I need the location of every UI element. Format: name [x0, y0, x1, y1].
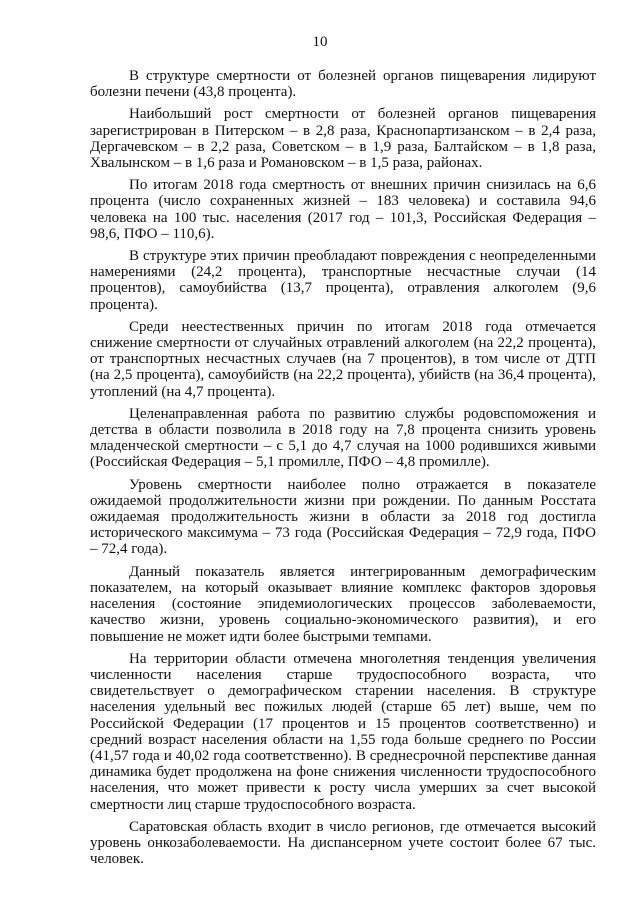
paragraph: Данный показатель является интегрированным демографическим показателем, на который оказывает влияние комплекс факторов здоровья населения (состояние эпидемиологических процессов заболеваемости, качество жизни, уровень социально-экономического развития), и его повышение не может идти более быстрыми темпами. [90, 563, 596, 645]
page-number: 10 [312, 34, 328, 50]
body-text [90, 68, 596, 873]
paragraph: В структуре этих причин преобладают повреждения с неопределенными намерениями (24,2 процента), транспортные несчастные случаи (14 процентов), самоубийства (13,7 процента), отравления алкоголем (9,6 процента). [90, 248, 596, 313]
paragraph: По итогам 2018 года смертность от внешних причин снизилась на 6,6 процента (число сохраненных жизней – 183 человека) и составила 94,6 человека на 100 тыс. населения (2017 год – 101,3, Российская Федерация – 98,6, ПФО – 110,6). [90, 177, 596, 242]
paragraph: На территории области отмечена многолетняя тенденция увеличения численности населения старше трудоспособного возраста, что свидетельствует о демографическом старении населения. В структуре населения удельный вес пожилых людей (старше 65 лет) выше, чем по Российской Федерации (17 процентов и 15 процентов соответственно) и средний возраст населения области на 1,55 года больше среднего по России (41,57 года и 40,02 года соответственно). В среднесрочной перспективе данная динамика будет продолжена на фоне снижения численности трудоспособного населения, что может привести к росту числа умерших за счет высокой смертности лиц старше трудоспособного возраста. [90, 650, 596, 813]
paragraph: Уровень смертности наиболее полно отражается в показателе ожидаемой продолжительности жизни при рождении. По данным Росстата ожидаемая продолжительность жизни в области за 2018 год достигла исторического максимума – 73 года (Российская Федерация – 72,9 года, ПФО – 72,4 года). [90, 476, 596, 558]
paragraph: В структуре смертности от болезней органов пищеварения лидируют болезни печени (43,8 процента). [90, 68, 596, 101]
paragraph: Целенаправленная работа по развитию службы родовспоможения и детства в области позволила в 2018 году на 7,8 процента снизить уровень младенческой смертности – с 5,1 до 4,7 случая на 1000 родившихся живыми (Российская Федерация – 5,1 промилле, ПФО – 4,8 промилле). [90, 405, 596, 471]
paragraph: Среди неестественных причин по итогам 2018 года отмечается снижение смертности от случайных отравлений алкоголем (на 22,2 процента), от транспортных несчастных случаев (на 7 процентов), в том числе от ДТП (на 2,5 процента), самоубийств (на 22,2 процента), убийств (на 36,4 процента), утоплений (на 4,7 процента). [90, 318, 596, 400]
paragraph: Саратовская область входит в число регионов, где отмечается высокий уровень онкозаболеваемости. На диспансерном учете состоит более 67 тыс. человек. [90, 818, 596, 868]
paragraph: Наибольший рост смертности от болезней органов пищеварения зарегистрирован в Питерском – в 2,8 раза, Краснопартизанском – в 2,4 раза, Дергачевском – в 2,2 раза, Советском – в 1,9 раза, Балтайском – в 1,8 раза, Хвалынском – в 1,6 раза и Романовском – в 1,5 раза, районах. [90, 106, 596, 172]
